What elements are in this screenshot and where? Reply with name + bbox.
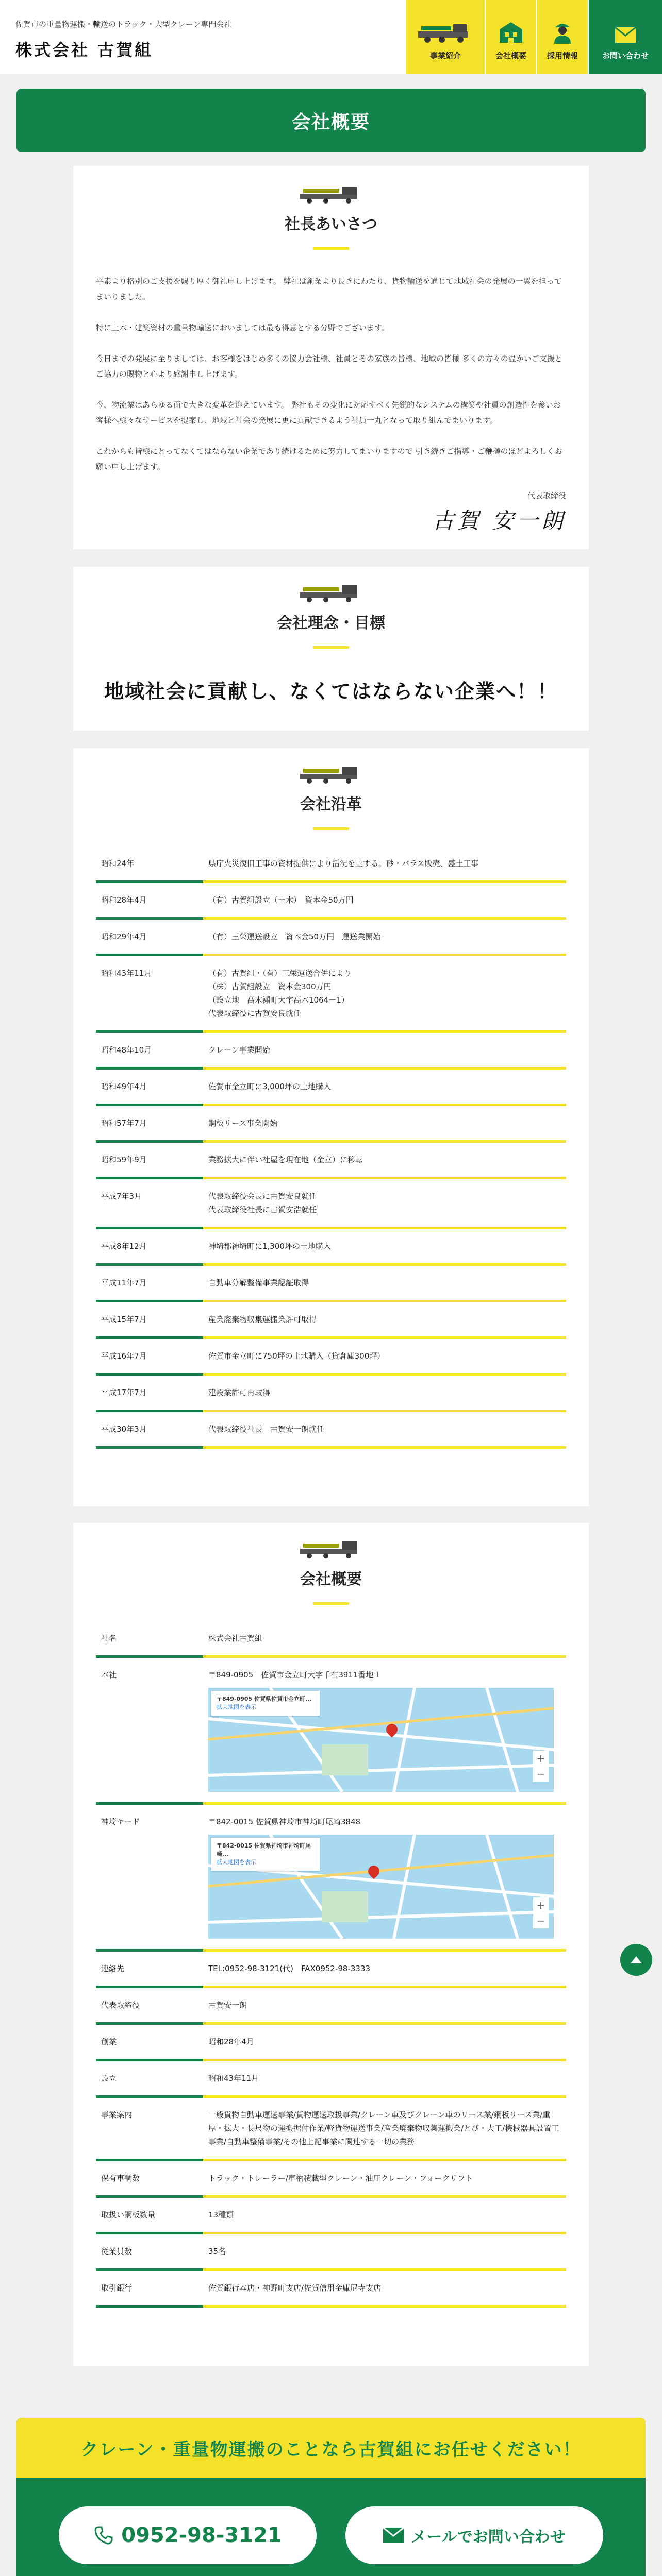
table-row xyxy=(96,2198,566,2234)
table-row xyxy=(96,1070,566,1106)
row-value xyxy=(203,1033,566,1070)
cta-section xyxy=(16,2418,646,2576)
row-label: 昭和24年 xyxy=(96,846,203,883)
arrow-up-icon xyxy=(630,1955,643,1964)
row-value-text: 〒842-0015 佐賀県神埼市神埼町尾崎3848 〒842-0015 佐賀県神埼市神埼町尾崎... 拡大地図を表示 + − xyxy=(208,1815,561,1939)
row-value xyxy=(203,2061,566,2098)
map-zoom-control[interactable]: + − xyxy=(533,1751,549,1782)
map-info-box xyxy=(211,1691,320,1716)
row-label: 平成30年3月 xyxy=(96,1412,203,1449)
row-label: 昭和57年7月 xyxy=(96,1106,203,1143)
title-underline xyxy=(313,247,349,250)
row-value-text: 〒849-0905 佐賀市金立町大字千布3911番地１ 〒849-0905 佐賀県佐賀市金立町... 拡大地図を表示 + − xyxy=(208,1668,561,1792)
cta-heading: クレーン・重量物運搬のことなら古賀組にお任せください！ xyxy=(16,2418,646,2478)
greeting-paragraph: 今日までの発展に至りましては、お客様をはじめ多くの協力会社様、社員とその家族の皆様、地域の皆様 多くの方々の温かいご支援とご協力の賜物と心より感謝申し上げます。 xyxy=(96,354,562,379)
row-value xyxy=(203,1621,566,1658)
map-place-name: 〒842-0015 佐賀県神埼市神埼町尾崎... xyxy=(217,1842,311,1857)
title-underline xyxy=(313,1602,349,1605)
row-value xyxy=(203,1143,566,1179)
row-value xyxy=(203,1106,566,1143)
row-value-text: 代表取締役社長 古賀安一朗就任 xyxy=(208,1425,325,1434)
crane-truck-icon xyxy=(300,764,362,784)
row-value xyxy=(203,1376,566,1412)
nav-business[interactable] xyxy=(405,0,485,74)
worker-icon xyxy=(551,20,574,44)
row-label: 取引銀行 xyxy=(96,2271,203,2308)
table-row xyxy=(96,1658,566,1805)
crane-truck-icon xyxy=(300,1538,362,1559)
row-value-text: （有）古賀組・（有）三栄運送合併により （株）古賀組設立 資本金300万円 （設立地 高木瀬町大字高木1064－1） 代表取締役に古賀安良就任 xyxy=(208,969,352,1018)
row-value-text: TEL:0952-98-3121(代) FAX0952-98-3333 xyxy=(208,1964,371,1973)
building-icon xyxy=(498,20,524,44)
philosophy-title: 会社理念・目標 xyxy=(277,614,385,632)
nav-recruit[interactable] xyxy=(536,0,588,74)
greeting-card xyxy=(73,166,589,549)
row-label: 平成15年7月 xyxy=(96,1302,203,1339)
google-map[interactable] xyxy=(208,1835,554,1939)
map-zoom-control[interactable]: + − xyxy=(533,1897,549,1928)
table-row xyxy=(96,883,566,920)
table-row xyxy=(96,1179,566,1229)
row-value xyxy=(203,1658,566,1805)
row-value xyxy=(203,1229,566,1266)
row-label: 昭和43年11月 xyxy=(96,956,203,1033)
row-value xyxy=(203,2098,566,2161)
nav-company-label: 会社概要 xyxy=(495,51,526,60)
row-label: 昭和28年4月 xyxy=(96,883,203,920)
row-label: 平成16年7月 xyxy=(96,1339,203,1376)
table-row xyxy=(96,2234,566,2271)
crane-truck-icon xyxy=(417,20,474,44)
row-value-text: 県庁火災復旧工事の資材提供により活況を呈する。砂・バラス販売、盛土工事 xyxy=(208,859,479,868)
mail-icon xyxy=(614,26,637,44)
row-value-text: クレーン事業開始 xyxy=(208,1045,270,1055)
phone-icon xyxy=(93,2525,114,2546)
site-header xyxy=(0,0,662,74)
history-table xyxy=(96,846,566,1449)
row-label: 平成11年7月 xyxy=(96,1266,203,1302)
crane-truck-icon xyxy=(300,582,362,603)
row-value-text: 鋼板リース事業開始 xyxy=(208,1118,278,1128)
row-value-text: 35名 xyxy=(208,2247,226,2256)
row-label: 昭和29年4月 xyxy=(96,920,203,956)
table-row xyxy=(96,1621,566,1658)
history-title: 会社沿革 xyxy=(300,795,362,814)
page-top-button[interactable] xyxy=(620,1944,652,1976)
row-value-text: トラック・トレーラー/車柄積載型クレーン・油圧クレーン・フォークリフト xyxy=(208,2174,473,2183)
table-row xyxy=(96,1988,566,2025)
row-value-text: 昭和43年11月 xyxy=(208,2074,259,2083)
map-info-box xyxy=(211,1838,320,1871)
row-value xyxy=(203,1805,566,1952)
table-row xyxy=(96,1412,566,1449)
row-value xyxy=(203,2271,566,2308)
row-value-text: 神埼郡神埼町に1,300坪の土地購入 xyxy=(208,1242,331,1251)
row-value xyxy=(203,1412,566,1449)
row-value-text: 昭和28年4月 xyxy=(208,2037,254,2046)
row-value xyxy=(203,1179,566,1229)
row-value-text: （有）三栄運送設立 資本金50万円 運送業開始 xyxy=(208,932,381,941)
row-label: 神埼ヤード xyxy=(96,1805,203,1952)
nav-contact-label: お問い合わせ xyxy=(602,51,649,60)
site-logo[interactable]: 株式会社 古賀組 xyxy=(15,40,154,60)
overview-table xyxy=(96,1621,566,2308)
row-label: 従業員数 xyxy=(96,2234,203,2271)
greeting-title: 社長あいさつ xyxy=(285,215,377,233)
row-value-text: （有）古賀組設立（土木） 資本金50万円 xyxy=(208,895,354,905)
global-nav xyxy=(405,0,662,74)
table-row xyxy=(96,1952,566,1988)
row-label: 保有車輌数 xyxy=(96,2161,203,2198)
row-value xyxy=(203,956,566,1033)
signature-name: 古賀 安一朗 xyxy=(432,508,566,533)
table-row xyxy=(96,1805,566,1952)
row-label: 平成7年3月 xyxy=(96,1179,203,1229)
phone-button[interactable] xyxy=(59,2506,317,2564)
greeting-paragraph: 特に土木・建築資材の重量物輸送においましては最も得意とする分野でございます。 xyxy=(96,323,389,332)
mail-icon xyxy=(383,2528,404,2543)
row-value-text: 佐賀市金立町に3,000坪の土地購入 xyxy=(208,1082,331,1091)
row-value-text: 古賀安一朗 xyxy=(208,2001,247,2010)
row-value xyxy=(203,1266,566,1302)
mail-button[interactable] xyxy=(345,2506,603,2564)
title-underline xyxy=(313,646,349,649)
row-value-text: 株式会社古賀組 xyxy=(208,1634,263,1643)
row-value xyxy=(203,2234,566,2271)
table-row xyxy=(96,920,566,956)
table-row xyxy=(96,1229,566,1266)
table-row xyxy=(96,1376,566,1412)
greeting-paragraph: 今、物流業はあらゆる面で大きな変革を迎えています。 弊社もその変化に対応すべく先鋭的なシステムの構築や社員の創造性を養いお客様へ様々なサービスを提案し、地域と社会の発展に更に貢献できるよう社員一丸となって取り組んでまいります。 xyxy=(96,400,561,425)
overview-card xyxy=(73,1523,589,2366)
table-row xyxy=(96,2098,566,2161)
table-row xyxy=(96,1143,566,1179)
philosophy-card xyxy=(73,567,589,731)
row-label: 事業案内 xyxy=(96,2098,203,2161)
philosophy-text: 地域社会に貢献し、なくてはならない企業へ！！ xyxy=(104,680,558,703)
row-value xyxy=(203,883,566,920)
google-map[interactable] xyxy=(208,1688,554,1792)
table-row xyxy=(96,1033,566,1070)
table-row xyxy=(96,1302,566,1339)
crane-truck-icon xyxy=(300,183,362,204)
row-label: 平成8年12月 xyxy=(96,1229,203,1266)
row-label: 平成17年7月 xyxy=(96,1376,203,1412)
map-place-name: 〒849-0905 佐賀県佐賀市金立町... xyxy=(217,1696,312,1702)
table-row xyxy=(96,956,566,1033)
row-value xyxy=(203,846,566,883)
greeting-paragraph: これからも皆様にとってなくてはならない企業であり続けるために努力してまいりますので 引き続きご指導・ご鞭撻のほどよろしくお願い申し上げます。 xyxy=(96,447,562,471)
map-enlarge-link[interactable]: 拡大地図を表示 xyxy=(217,1704,256,1710)
table-row xyxy=(96,2061,566,2098)
header-tagline: 佐賀市の重量物運搬・輸送のトラック・大型クレーン専門会社 xyxy=(15,20,232,29)
row-value xyxy=(203,1952,566,1988)
signature-role: 代表取締役 xyxy=(527,491,566,500)
table-row xyxy=(96,1266,566,1302)
nav-company[interactable] xyxy=(485,0,536,74)
row-label: 設立 xyxy=(96,2061,203,2098)
row-value xyxy=(203,1339,566,1376)
row-label: 創業 xyxy=(96,2025,203,2061)
history-card xyxy=(73,748,589,1506)
page-title: 会社概要 xyxy=(16,89,646,152)
phone-number: 0952-98-3121 xyxy=(121,2523,282,2547)
table-row xyxy=(96,2161,566,2198)
row-value xyxy=(203,2025,566,2061)
row-value-text: 自動車分解整備事業認証取得 xyxy=(208,1278,309,1287)
row-label: 代表取締役 xyxy=(96,1988,203,2025)
row-value-text: 産業廃棄物収集運搬業許可取得 xyxy=(208,1315,317,1324)
map-enlarge-link[interactable]: 拡大地図を表示 xyxy=(217,1859,256,1866)
table-row xyxy=(96,2271,566,2308)
row-value xyxy=(203,1302,566,1339)
row-label: 連絡先 xyxy=(96,1952,203,1988)
row-value xyxy=(203,1988,566,2025)
title-underline xyxy=(313,827,349,830)
table-row xyxy=(96,846,566,883)
row-label: 取扱い鋼板数量 xyxy=(96,2198,203,2234)
row-value xyxy=(203,1070,566,1106)
row-label: 社名 xyxy=(96,1621,203,1658)
row-value-text: 佐賀市金立町に750坪の土地購入（貸倉庫300坪） xyxy=(208,1351,385,1361)
row-label: 本社 xyxy=(96,1658,203,1805)
row-value-text: 建設業許可再取得 xyxy=(208,1388,271,1397)
table-row xyxy=(96,1106,566,1143)
row-value xyxy=(203,920,566,956)
table-row xyxy=(96,1339,566,1376)
nav-recruit-label: 採用情報 xyxy=(547,51,578,60)
row-label: 昭和59年9月 xyxy=(96,1143,203,1179)
table-row xyxy=(96,2025,566,2061)
mail-button-label: メールでお問い合わせ xyxy=(411,2528,566,2546)
row-label: 昭和48年10月 xyxy=(96,1033,203,1070)
nav-business-label: 事業紹介 xyxy=(429,51,461,60)
row-value xyxy=(203,2198,566,2234)
row-label: 昭和49年4月 xyxy=(96,1070,203,1106)
row-value-text: 業務拡大に伴い社屋を現在地（金立）に移転 xyxy=(208,1155,363,1164)
signature xyxy=(96,490,566,535)
row-value-text: 一般貨物自動車運送事業/貨物運送取扱事業/クレーン車及びクレーン車のリース業/鋼板リース業/重厚・拡大・長尺物の運搬据付作業/軽貨物運送事業/産業廃棄物収集運搬業/とび・大工/機械器具設置工事業/自動車整備事業/その他上記事業に関連する一切の業務 xyxy=(208,2110,559,2146)
row-value-text: 13種類 xyxy=(208,2210,234,2219)
nav-contact[interactable] xyxy=(588,0,662,74)
row-value-text: 代表取締役会長に古賀安良就任 代表取締役社長に古賀安浩就任 xyxy=(208,1192,317,1214)
row-value xyxy=(203,2161,566,2198)
greeting-paragraph: 平素より格別のご支援を賜り厚く御礼申し上げます。 弊社は創業より長きにわたり、貨物輸送を通じて地域社会の発展の一翼を担ってまいりました。 xyxy=(96,277,562,301)
overview-title: 会社概要 xyxy=(300,1570,362,1588)
row-value-text: 佐賀銀行本店・神野町支店/佐賀信用金庫尼寺支店 xyxy=(208,2283,382,2293)
